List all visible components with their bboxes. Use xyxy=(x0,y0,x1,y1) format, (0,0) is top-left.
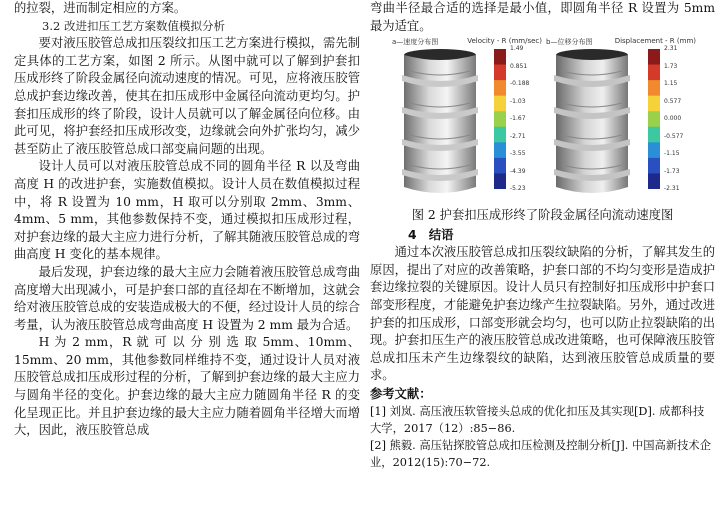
displacement-colorbar-segment xyxy=(648,96,660,112)
paragraph: 通过本次液压胶管总成扣压裂纹缺陷的分析，了解其发生的原因，提出了对应的改善策略，护套口部的不均匀变形是造成护套边缘拉裂的关键原因。设计人员只有控制好扣压成形中护套口部变形程度，才能避免护套边缘产生拉裂缺陷。另外，通过改进护套的扣压成形，口部变形就会均匀，也可以防止拉裂缺陷的出现。护套扣压生产的液压胶管总成改进策略，也可保障液压胶管总成扣压未产生边缘裂纹的缺陷，达到液压胶管总成质量的要求。 xyxy=(370,245,715,383)
velocity-panel-quantity: Velocity - R (mm/sec) xyxy=(467,37,542,46)
paragraph: 设计人员可以对液压胶管总成不同的圆角半径 R 以及弯曲高度 H 的改进护套，实施数值模拟。设计人员在数值模拟过程中，将 R 设置为 10 mm，H 取可以分别取 2mm、3mm、4mm、5 mm，其他参数保持不变，通过模拟扣压成形过程，对护套边缘的最大主应力进行分析，了解其随液压胶管总成的弯曲高度 H 变化的基本规律。 xyxy=(14,159,360,262)
displacement-colorbar-segment xyxy=(648,143,660,159)
section-heading-3-2: 3.2 改进扣压工艺方案数值模拟分析 xyxy=(42,18,225,33)
paragraph: 最后发现，护套边缘的最大主应力会随着液压胶管总成弯曲高度增大出现减小，可是护套口部的直径却在不断增加，这就会给对液压胶管总成的安装造成极大的不便，经过设计人员的综合考量，认为液压胶管总成弯曲高度 H 设置为 2 mm 最为合适。 xyxy=(14,264,360,332)
velocity-tick-label: -2.71 xyxy=(510,132,526,140)
displacement-tube-render xyxy=(550,47,634,197)
displacement-tick-label: -0.577 xyxy=(664,132,684,140)
displacement-tick-label: -1.15 xyxy=(664,150,680,158)
paragraph-continuation: 的拉裂，进而制定相应的方案。 xyxy=(14,1,187,15)
references-heading: 参考文献： xyxy=(370,386,432,401)
velocity-panel xyxy=(392,37,542,199)
paragraph: H 为 2 mm，R 就 可 以 分 别 选 取 5mm、10mm、15mm、20 mm，其他参数同样维持不变，通过设计人员对液压胶管总成扣压成形过程的分析，了解到护套边缘的最大主应力与圆角半径的变化。护套边缘的最大主应力随圆角半径 R 的变化呈现正比。并且护套边缘的最大主应力随着圆角半径增大而增大，因此，液压胶管总成 xyxy=(14,335,360,438)
displacement-colorbar-segment xyxy=(648,111,660,127)
velocity-tick-label: -1.03 xyxy=(510,97,526,105)
displacement-colorbar-segment xyxy=(648,65,660,81)
left-column xyxy=(14,0,360,440)
velocity-tick-label: 1.49 xyxy=(510,45,524,53)
velocity-tube-render xyxy=(398,47,482,197)
displacement-colorbar-segment xyxy=(648,127,660,143)
displacement-tick-label: 1.73 xyxy=(664,62,678,70)
reference-2: [2] 熊毅. 高压钻探胶管总成扣压检测及控制分析[J]. 中国高新技术企业，2012(15):70−72. xyxy=(370,438,712,469)
displacement-colorbar-segment xyxy=(648,174,660,190)
velocity-colorbar-segment xyxy=(494,127,506,143)
displacement-tick-label: 0.577 xyxy=(664,97,682,105)
reference-1: [1] 刘岚. 高压液压软管接头总成的优化扣压及其实现[D]. 成都科技大学，2017（12）:85−86. xyxy=(370,404,705,435)
velocity-tick-label: -5.23 xyxy=(510,185,526,193)
velocity-tick-label: -1.67 xyxy=(510,115,526,123)
velocity-colorbar-segment xyxy=(494,143,506,159)
displacement-colorbar-ticks xyxy=(664,45,686,195)
paragraph-continuation: 弯曲半径最合适的选择是最小值，即圆角半径 R 设置为 5mm 最为适宜。 xyxy=(370,1,715,33)
section-heading-4: 4 结语 xyxy=(408,228,454,243)
velocity-colorbar-segment xyxy=(494,80,506,96)
velocity-colorbar-segment xyxy=(494,49,506,65)
displacement-panel xyxy=(546,37,696,199)
displacement-panel-label: b—位移分布图 xyxy=(546,38,593,47)
displacement-tick-label: -1.73 xyxy=(664,167,680,175)
velocity-colorbar-segment xyxy=(494,111,506,127)
displacement-tick-label: 0.000 xyxy=(664,115,682,123)
paragraph: 要对液压胶管总成扣压裂纹扣压工艺方案进行模拟，需先制定具体的工艺方案，如图 2 所示。从图中就可以了解到护套扣压成形终了阶段金属径向流动速度的情况。可见，应将液压胶管总成护套边缘改善，使其在扣压成形中金属径向流动更均匀。护套扣压成形的终了阶段，设计人员就可以了解金属径向位移。由此可见，将护套经扣压成形改变，边缘就会向外扩张均匀，减少甚至防止了液压胶管总成口部变扁问题的出现。 xyxy=(14,36,360,156)
displacement-colorbar-segment xyxy=(648,158,660,174)
displacement-tick-label: 2.31 xyxy=(664,45,678,53)
velocity-tick-label: -4.39 xyxy=(510,167,526,175)
velocity-colorbar-segment xyxy=(494,96,506,112)
displacement-tick-label: -2.31 xyxy=(664,185,680,193)
displacement-colorbar xyxy=(648,49,660,189)
velocity-tick-label: -3.55 xyxy=(510,150,526,158)
figure-2 xyxy=(370,37,715,199)
velocity-colorbar-segment xyxy=(494,65,506,81)
displacement-colorbar-segment xyxy=(648,49,660,65)
velocity-panel-label: a—速度分布图 xyxy=(392,38,439,47)
velocity-tick-label: 0.851 xyxy=(510,62,528,70)
displacement-colorbar-segment xyxy=(648,80,660,96)
velocity-tick-label: -0.188 xyxy=(510,80,530,88)
displacement-panel-quantity: Displacement - R (mm) xyxy=(614,37,696,46)
velocity-colorbar-ticks xyxy=(510,45,532,195)
figure-caption: 图 2 护套扣压成形终了阶段金属径向流动速度图 xyxy=(411,208,674,223)
right-column xyxy=(370,0,715,471)
velocity-colorbar xyxy=(494,49,506,189)
velocity-colorbar-segment xyxy=(494,174,506,190)
displacement-tick-label: 1.15 xyxy=(664,80,678,88)
velocity-colorbar-segment xyxy=(494,158,506,174)
